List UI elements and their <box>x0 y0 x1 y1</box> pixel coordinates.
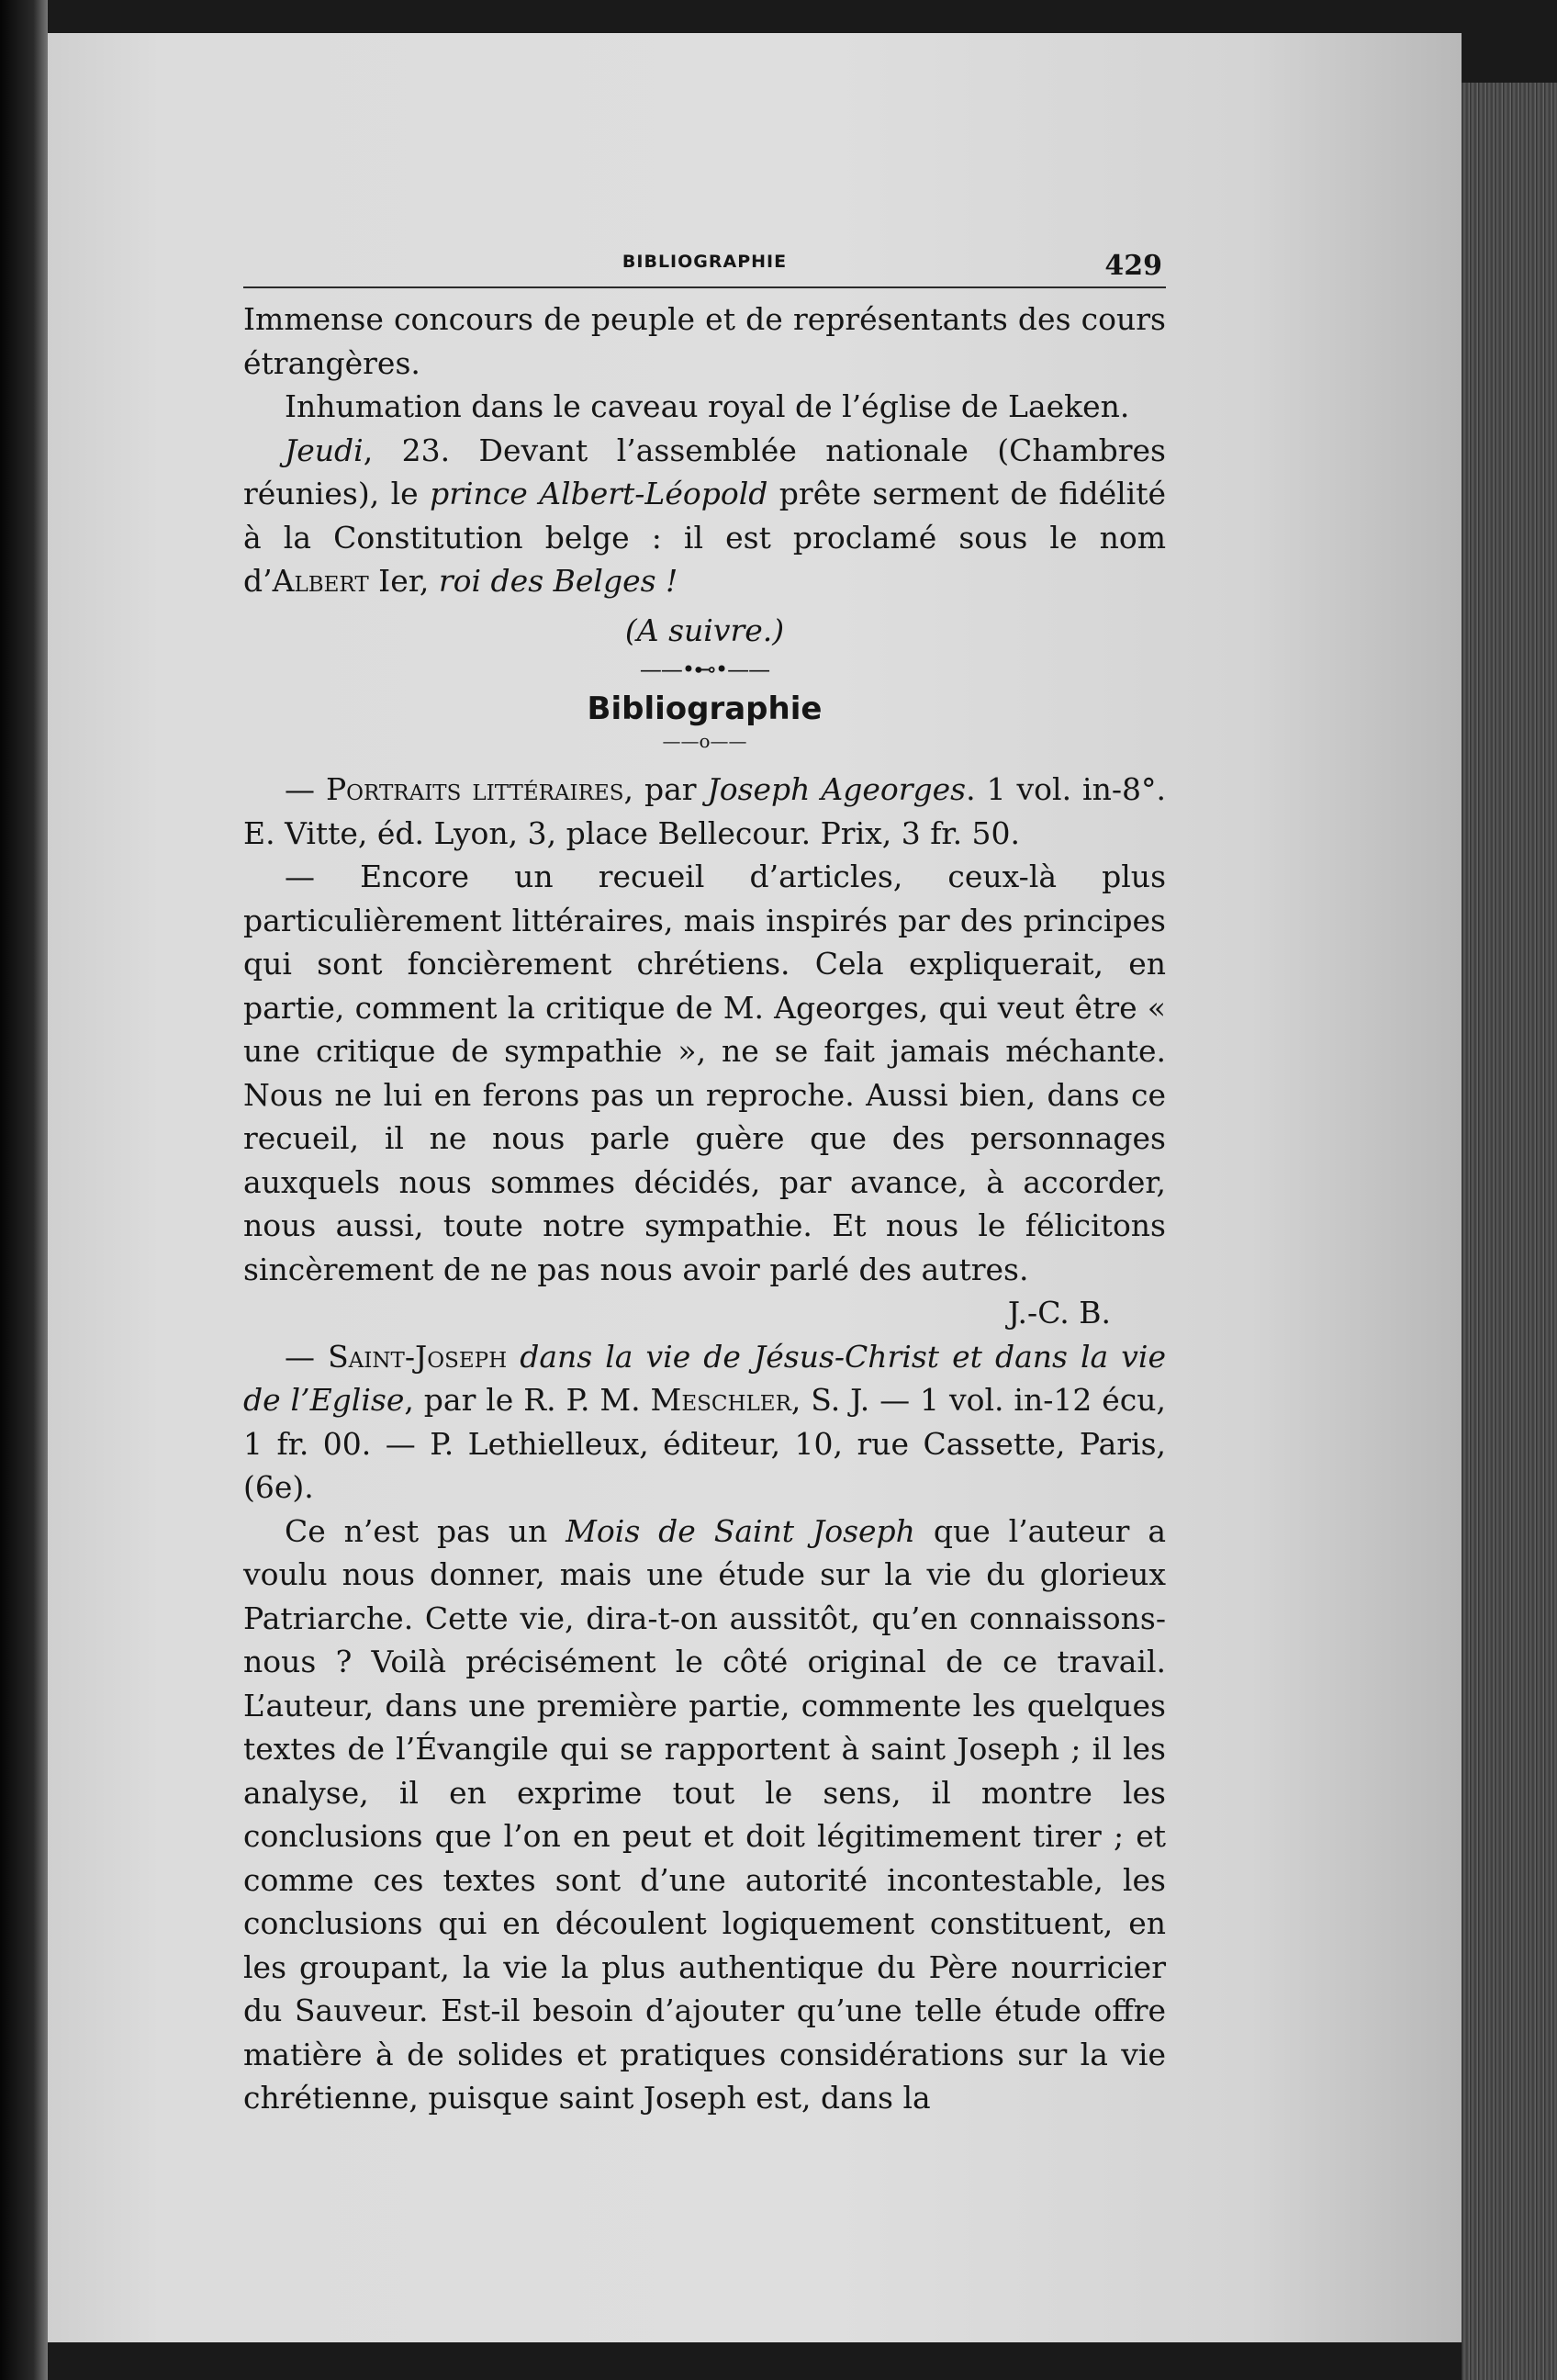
review-2-title-sc: Saint-Joseph <box>328 1338 508 1375</box>
king-title: roi des Belges ! <box>438 563 678 599</box>
review-1-details: . 1 vol. in-8°. E. Vitte, éd. Lyon, 3, place Bellecour. Prix, 3 fr. 50. <box>243 771 1167 851</box>
review-2-body <box>243 1510 1166 2120</box>
page-stack-edge <box>1462 83 1557 2380</box>
running-head <box>243 248 1166 288</box>
review-2-body-a: Ce n’est pas un <box>285 1512 566 1549</box>
page-content <box>243 248 1166 2120</box>
review-2-dash: — <box>285 1338 329 1375</box>
review-1-author: Joseph Ageorges <box>707 771 967 807</box>
review-2-title-italic: dans la vie de Jésus-Christ et dans la vie de l’Eglise <box>243 1338 1166 1418</box>
review-1-by: , par <box>623 771 708 807</box>
running-head-title: BIBLIOGRAPHIE <box>622 252 788 272</box>
page-number: 429 <box>1104 250 1162 282</box>
king-name: Albert <box>272 563 369 599</box>
review-1-body: — Encore un recueil d’articles, ceux-là plus particulièrement littéraires, mais inspirés par des principes qui sont foncièrement chrétiens. Cela expliquerait, en partie, comment la critique de M. Ageorges, qui veut être « une critique de sympathie », ne se fait jamais méchante. Nous ne lui en ferons pas un reproche. Aussi bien, dans ce recueil, il ne nous parle guère que des personnages auxquels nous sommes décidés, par avance, à accorder, nous aussi, toute notre sympathie. Et nous le félicitons sincèrement de ne pas nous avoir parlé des autres. <box>243 859 1166 1287</box>
review-2-heading <box>243 1335 1166 1510</box>
review-2-book-mention: Mois de Saint Joseph <box>566 1512 915 1549</box>
review-2-details: , S. J. — 1 vol. in-12 écu, 1 fr. 00. — P. Lethielleux, éditeur, 10, rue Cassette, Paris, (6e). <box>243 1382 1166 1505</box>
paragraph-oath <box>243 429 1166 603</box>
section-rule: ——o—— <box>662 730 747 752</box>
paragraph-burial: Inhumation dans le caveau royal de l’église de Laeken. <box>285 388 1130 424</box>
book-gutter <box>0 0 48 2380</box>
paragraph-continued: Immense concours de peuple et de représentants des cours étrangères. <box>243 301 1166 381</box>
review-2-body-b: que l’auteur a voulu nous donner, mais une étude sur la vie du glorieux Patriarche. Cette vie, dira-t-on aussitôt, qu’en connaissons-nous ? Voilà précisément le côté original de ce travail. L’auteur, dans une première partie, commente les quelques textes de l’Évangile qui se rapportent à saint Joseph ; il les analyse, il en exprime tout le sens, il montre les conclusions que l’on en peut et doit légitimement tirer ; et comme ces textes sont d’une autorité incontestable, les conclusions qui en découlent logiquement constituent, en les groupant, la vie la plus authentique du Père nourricier du Sauveur. Est-il besoin d’ajouter qu’une telle étude offre matière à de solides et pratiques considérations sur la vie chrétienne, puisque saint Joseph est, dans la <box>243 1512 1167 2116</box>
review-1-dash: — <box>285 771 326 807</box>
prince-name: prince Albert-Léopold <box>430 476 768 511</box>
oath-text-a: , 23. Devant l’assemblée nationale (Chambres réunies), le <box>243 432 1166 511</box>
fleuron-ornament: ——•⊷•—— <box>639 657 770 682</box>
to-be-continued: (A suivre.) <box>624 612 785 648</box>
oath-text-c: Ier, <box>368 563 439 599</box>
date-thursday: Jeudi <box>285 432 364 468</box>
review-2-by: , par le R. P. M. <box>404 1382 651 1418</box>
section-title: Bibliographie <box>587 690 823 727</box>
oath-text-b: prête serment de fidélité à la Constitution belge : il est proclamé sous le nom d’ <box>243 476 1166 599</box>
review-2-author: Meschler <box>650 1382 791 1418</box>
review-1-heading <box>243 768 1166 855</box>
review-1-book-title: Portraits littéraires <box>325 771 624 807</box>
review-1-signature: J.-C. B. <box>1007 1295 1111 1330</box>
